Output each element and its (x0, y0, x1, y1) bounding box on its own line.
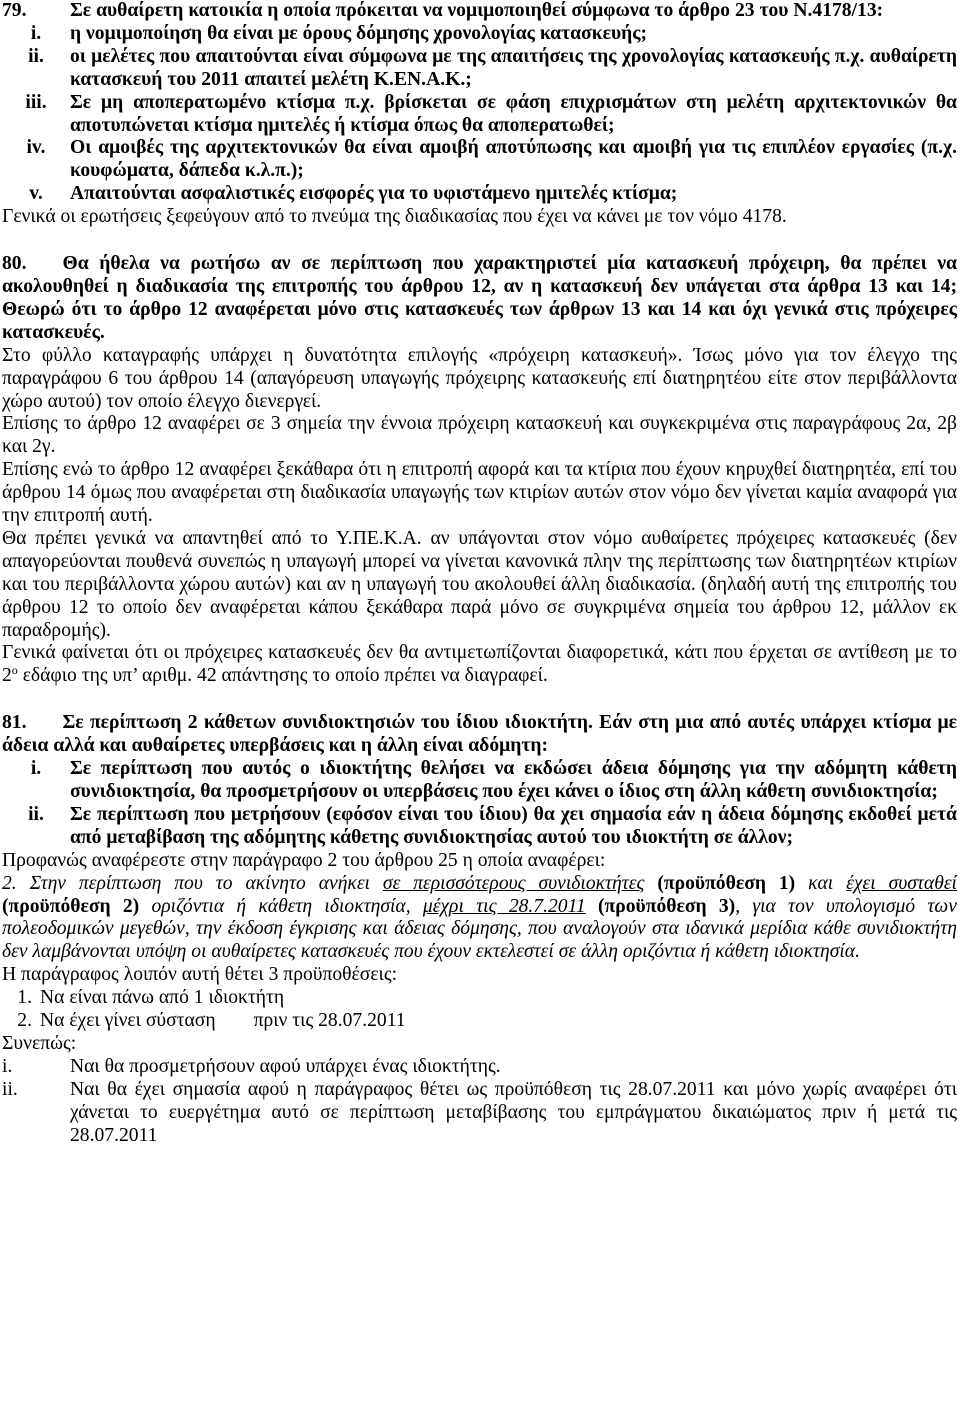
question-79 (2, 0, 957, 23)
quote-text: 2. Στην περίπτωση που το ακίνητο ανήκει (2, 872, 383, 894)
item-label: ii. (28, 803, 44, 825)
tab-space (216, 1010, 254, 1033)
question-title: Σε περίπτωση 2 κάθετων συνιδιοκτησιών του ίδιου ιδιοκτήτη. Εάν στη μια από αυτές υπάρχει κτίσμα με άδεια αλλά και αυθαίρετες υπερβάσεις και η άλλη είναι αδόμητη: (2, 712, 957, 757)
item-text: οι μελέτες που απαιτούνται είναι σύμφωνα με της απαιτήσεις της χρονολογίας κατασκευής π.χ. αυθαίρετη κατασκευή του 2011 απαιτεί μελέτη Κ.ΕΝ.Α.Κ.; (70, 45, 957, 90)
law-quote (2, 873, 957, 965)
superscript: ο (11, 663, 18, 678)
answer-paragraph: Η παράγραφος λοιπόν αυτή θέτει 3 προϋποθέσεις: (2, 964, 398, 986)
question-title: Θα ήθελα να ρωτήσω αν σε περίπτωση που χαρακτηριστεί μία κατασκευή πρόχειρη, θα πρέπει να ακολουθηθεί η διαδικασία της επιτροπής του άρθρου 12, αν η κατασκευή δεν υπάγεται στα άρθρα 13 και 14; Θεωρώ ότι το άρθρο 12 αναφέρεται μόνο στις κατασκευές των άρθρων 13 και 14 και όχι γενικά στις πρόχειρες κατασκευές. (2, 253, 957, 343)
item-text: Σε περίπτωση που μετρήσουν (εφόσον είναι του ίδιου) θα χει σημασία εάν η άδεια δόμησης εκδοθεί μετά από μεταβίβαση της αδόμητης κάθετης συνιδιοκτησίας αυτού του ιδιοκτήτη σε άλλον; (70, 803, 957, 848)
answer-paragraph: Θα πρέπει γενικά να απαντηθεί από το Υ.ΠΕ.Κ.Α. αν υπάγονται στον νόμο αυθαίρετες πρόχειρες κατασκευές (δεν απαγορεύονται πουθενά συνεπώς η υπαγωγή μπορεί να γίνεται κανονικά πλην της περίπτωσης των διατηρητέων κτιρίων και του περιβάλλοντα χώρου αυτών) και αν η υπαγωγή του ακολουθεί άλλη διαδικασία. (δηλαδή αυτή της επιτροπής του άρθρου 12 το οποίο δεν αναφέρεται κάπου ξεκάθαρα παρά μόνο σε συγκριμένα σημεία του άρθρου 12, μάλλον εκ παραδρομής). (2, 527, 957, 641)
item-label: 2. (17, 1010, 32, 1032)
answer-text: Γενικά φαίνεται ότι οι πρόχειρες κατασκευές δεν θα αντιμετωπίζονται διαφορετικά, κάτι που έρχεται σε αντίθεση με το 2 (2, 642, 957, 687)
item-text: Απαιτούνται ασφαλιστικές εισφορές για το υφιστάμενο ημιτελές κτίσμα; (70, 183, 678, 205)
item-text: Σε περίπτωση που αυτός ο ιδιοκτήτης θελήσει να εκδώσει άδεια δόμησης για την αδόμητη κάθετη συνιδιοκτησία, θα προσμετρήσουν οι υπερβάσεις που έχει κάνει ο ίδιος στη άλλη κάθετη συνιδιοκτησία; (70, 758, 957, 802)
item-label: v. (29, 183, 43, 205)
list-item (2, 758, 957, 804)
document (2, 0, 957, 1148)
item-text: Να είναι πάνω από 1 ιδιοκτήτη (40, 987, 285, 1009)
answer-paragraph (2, 642, 957, 688)
item-text: Σε μη αποπερατωμένο κτίσμα π.χ. βρίσκεται σε φάση επιχρισμάτων στη μελέτη αρχιτεκτονικών θα αποτυπώνεται κτίσμα ημιτελές ή κτίσμα όπως θα αποπερατωθεί; (70, 91, 957, 136)
spacer (2, 229, 957, 253)
list-item (2, 46, 957, 92)
answer-paragraph: Επίσης το άρθρο 12 αναφέρει σε 3 σημεία την έννοια πρόχειρη κατασκευή και συγκεκριμένα στις παραγράφους 2α, 2β και 2γ. (2, 413, 957, 458)
list-item (2, 987, 957, 1010)
item-text: η νομιμοποίηση θα είναι με όρους δόμησης χρονολογίας κατασκευής; (70, 22, 648, 44)
quote-underlined: σε περισσότερους συνιδιοκτήτες (382, 872, 645, 894)
list-item (2, 92, 957, 138)
list-item (2, 1010, 957, 1033)
answer-paragraph: Γενικά οι ερωτήσεις ξεφεύγουν από το πνεύμα της διαδικασίας που έχει να κάνει με τον νόμο 4178. (2, 206, 787, 228)
question-80 (2, 253, 957, 345)
item-label: 1. (17, 987, 32, 1009)
answer-text: εδάφιο της υπ’ αριθμ. 42 απάντησης το οποίο πρέπει να διαγραφεί. (17, 665, 548, 687)
quote-text: και (795, 872, 847, 894)
item-label: ii. (2, 1078, 18, 1100)
question-number: 79. (2, 0, 27, 21)
item-label: i. (2, 1055, 13, 1077)
question-number: 80. (2, 253, 27, 275)
list-item (2, 137, 957, 183)
answer-paragraph: Επίσης ενώ το άρθρο 12 αναφέρει ξεκάθαρα ότι η επιτροπή αφορά και τα κτίρια που έχουν κηρυχθεί διατηρητέα, επί του άρθρου 14 όμως που αναφέρεται στη διαδικασία υπαγωγής των κτιρίων αυτών στον νόμο δεν γίνεται καμία αναφορά για την επιτροπή αυτή. (2, 459, 957, 527)
condition-marker: (προϋπόθεση 1) (657, 872, 796, 894)
question-title: Σε αυθαίρετη κατοικία η οποία πρόκειται να νομιμοποιηθεί σύμφωνα το άρθρο 23 του Ν.4178/13: (70, 0, 884, 21)
condition-marker: (προϋπόθεση 2) (2, 895, 140, 917)
question-81 (2, 712, 957, 758)
answer-paragraph: Στο φύλλο καταγραφής υπάρχει η δυνατότητα επιλογής «πρόχειρη κατασκευή». Ίσως μόνο για τον έλεγχο της παραγράφου 6 του άρθρου 14 (απαγόρευση υπαγωγής πρόχειρης κατασκευής επί διατηρητέου είτε στον περιβάλλοντα χώρο αυτού) τον οποίο έλεγχο διενεργεί. (2, 344, 957, 412)
item-label: i. (30, 22, 42, 44)
quote-underlined: έχει συσταθεί (846, 872, 957, 894)
list-item (2, 1079, 957, 1148)
item-extra: πριν τις 28.07.2011 (253, 1010, 406, 1032)
list-item (2, 1056, 957, 1079)
condition-marker: (προϋπόθεση 3) (598, 895, 736, 917)
item-text: Ναι θα έχει σημασία αφού η παράγραφος θέτει ως προϋπόθεση τις 28.07.2011 και μόνο χωρίς αναφέρει ότι χάνεται το ευεργέτημα αυτό σε περίπτωση μεταβίβασης του εμπράγματου δικαιώματος πριν ή μετά τις 28.07.2011 (70, 1078, 957, 1146)
item-text: Ναι θα προσμετρήσουν αφού υπάρχει ένας ιδιοκτήτης. (70, 1055, 501, 1077)
item-label: ii. (28, 45, 44, 67)
quote-text: οριζόντια ή κάθετη ιδιοκτησία, (139, 895, 423, 917)
list-item (2, 23, 957, 46)
item-label: iii. (25, 91, 47, 113)
list-item (2, 804, 957, 850)
spacer (2, 688, 957, 712)
list-item (2, 183, 957, 206)
item-label: iv. (26, 137, 46, 159)
quote-text (644, 873, 657, 894)
answer-paragraph: Προφανώς αναφέρεστε στην παράγραφο 2 του άρθρου 25 η οποία αναφέρει: (2, 849, 606, 871)
item-text: Να έχει γίνει σύσταση (40, 1010, 216, 1032)
answer-paragraph: Συνεπώς: (2, 1032, 77, 1054)
item-label: i. (30, 758, 42, 780)
quote-underlined: μέχρι τις 28.7.2011 (422, 895, 586, 917)
quote-text: , για τον υπολογισμό των πολεοδομικών μεγεθών, την έκδοση έγκρισης και άδειας δόμησης, που αναλογούν στα ιδανικά μερίδια κάθε συνιδιοκτήτη δεν λαμβάνονται υπόψη οι αυθαίρετες κατασκευές που έχουν εκτελεστεί σε άλλη οριζόντια ή κάθετη ιδιοκτησία. (2, 895, 957, 963)
quote-text (586, 896, 598, 917)
question-number: 81. (2, 712, 27, 734)
item-text: Οι αμοιβές της αρχιτεκτονικών θα είναι αμοιβή αποτύπωσης και αμοιβή για τις επιπλέον εργασίες (π.χ. κουφώματα, δάπεδα κ.λ.π.); (70, 137, 957, 182)
